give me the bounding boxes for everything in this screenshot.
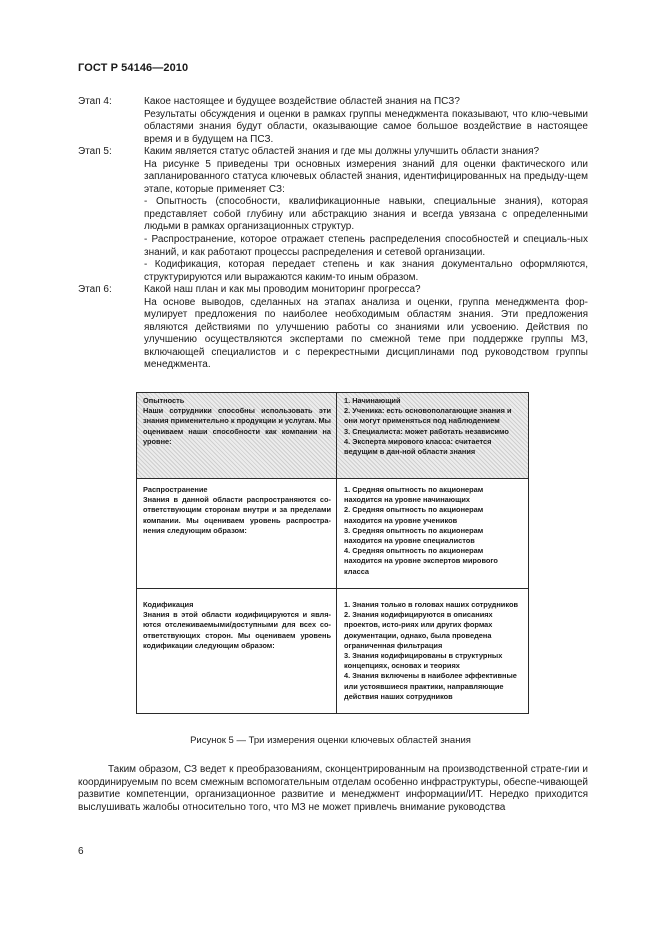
- figure-cell-title: Распространение: [143, 485, 208, 494]
- stage-body: [144, 284, 588, 372]
- level-item: 1. Средняя опытность по акционерам находится на уровне начинающих: [344, 485, 484, 505]
- figure-cell-title: Опытность: [143, 396, 185, 405]
- level-item: 1. Начинающий: [344, 396, 401, 405]
- level-item: 4. Знания включены в наиболее эффективные или устоявшиеся практики, направляющие действия наших сотрудников: [344, 671, 517, 701]
- closing-paragraph: Таким образом, СЗ ведет к преобразованиям, сконцентрированным на производственной страте-гии и координируемым по всем смежным вспомогательным отделам особенно инфраструктуры, обеспе-чивающей развитие компетенции, организационное развитие и менеджмент информации/ИТ. Нередко приходится выслушивать жалобы относительно того, что МЗ не может привлечь внимание руководства: [78, 764, 588, 813]
- level-item: 4. Средняя опытность по акционерам находится на уровне экспертов мирового класса: [344, 546, 498, 576]
- level-item: 3. Знания кодифицированы в структурных концепциях, основах и теориях: [344, 651, 503, 671]
- stage-label: Этап 4:: [78, 96, 112, 107]
- figure-cell-description: [137, 589, 337, 713]
- figure-cell-description: [137, 479, 337, 588]
- stage-text: На рисунке 5 приведены три основных измерения знаний для оценки фактического или запланированного статуса ключевых областей знания, идентифицированных на предыду-щем этапе, которые применяет СЗ:: [144, 158, 588, 195]
- stage-4: [78, 96, 588, 146]
- figure-cell-levels: [337, 589, 528, 713]
- stage-5: [78, 146, 588, 284]
- stage-bullet: - Кодификация, которая передает степень и как знания документально оформляются, структурируются или выражаются каким-то иным образом.: [144, 259, 588, 283]
- level-item: 1. Знания только в головах наших сотрудников: [344, 600, 518, 609]
- figure-5-table: [136, 392, 529, 714]
- figure-row-distribution: [137, 479, 528, 589]
- level-item: 2. Средняя опытность по акционерам находится на уровне учеников: [344, 505, 484, 525]
- figure-row-expertise: [137, 393, 528, 479]
- document-id: ГОСТ Р 54146—2010: [78, 62, 189, 74]
- stage-bullet: - Опытность (способности, квалификационные навыки, специальные знания), которая представляет собой глубину или абстракцию знания и всегда увязана с определенными людьми в рамках организационных структур.: [144, 196, 588, 233]
- figure-cell-text: Знания в данной области распространяются со-ответствующим сторонам внутри и за пределами компании. Мы оцениваем уровень распростра-нения следующим образом:: [143, 495, 331, 535]
- level-item: 3. Специалиста: может работать независимо: [344, 426, 509, 436]
- stage-body: [144, 146, 588, 284]
- stage-label: Этап 6:: [78, 284, 112, 296]
- stage-question: Какой наш план и как мы проводим мониторинг прогресса?: [144, 284, 421, 296]
- stage-text: Результаты обсуждения и оценки в рамках группы менеджмента показывают, что клю-чевыми областями знания будут области, оказывающие самое большое воздействие в настоящее время и в будущем на ПСЗ.: [144, 108, 588, 145]
- page-number: 6: [78, 846, 84, 857]
- stage-text: На основе выводов, сделанных на этапах анализа и оценки, группа менеджмента фор-мулирует предложения по наиболее необходимым областям знания. Эти предложения являются действиями по улучшению работы со знаниями или усвоению. Действия по улучшению осуществляются экспертами по смежной теме при поддержке группы МЗ, включающей специалистов и с перекрестными дисциплинами под руководством группы менеджмента.: [144, 296, 588, 371]
- level-item: 2. Ученика: есть основополагающие знания и они могут применяться под наблюдением: [344, 406, 512, 426]
- figure-cell-text: Знания в этой области кодифицируются и явля-ются отслеживаемыми/доступными для всех со-ответствующих сторон. Мы оцениваем уровень кодификации следующим образом:: [143, 610, 331, 650]
- figure-cell-description: [137, 393, 337, 478]
- figure-cell-text: Наши сотрудники способны использовать эти знания применительно к продукции и услугам. Мы оцениваем наши способности как компании на уровне:: [143, 406, 331, 446]
- stage-question: Какое настоящее и будущее воздействие областей знания на ПСЗ?: [144, 96, 460, 107]
- stage-question: Каким является статус областей знания и где мы должны улучшить области знания?: [144, 146, 540, 158]
- figure-row-codification: [137, 589, 528, 713]
- figure-caption: Рисунок 5 — Три измерения оценки ключевых областей знания: [190, 735, 471, 746]
- stage-label: Этап 5:: [78, 146, 112, 158]
- stages-section: [78, 96, 588, 372]
- stage-bullet: - Распространение, которое отражает степень распределения способностей и специаль-ных знаний, и как работают процессы распределения и сетевой организации.: [144, 234, 588, 258]
- stage-body: [144, 96, 588, 146]
- level-item: 4. Эксперта мирового класса: считается ведущим в дан-ной области знания: [344, 436, 492, 457]
- figure-cell-levels: [337, 393, 528, 478]
- figure-cell-title: Кодификация: [143, 600, 194, 609]
- level-item: 2. Знания кодифицируются в описаниях проектов, исто-риях или других формах документации, однако, была проведена ограниченная фильтрация: [344, 610, 493, 650]
- stage-6: [78, 284, 588, 372]
- level-item: 3. Средняя опытность по акционерам находится на уровне специалистов: [344, 525, 484, 546]
- figure-cell-levels: [337, 479, 528, 588]
